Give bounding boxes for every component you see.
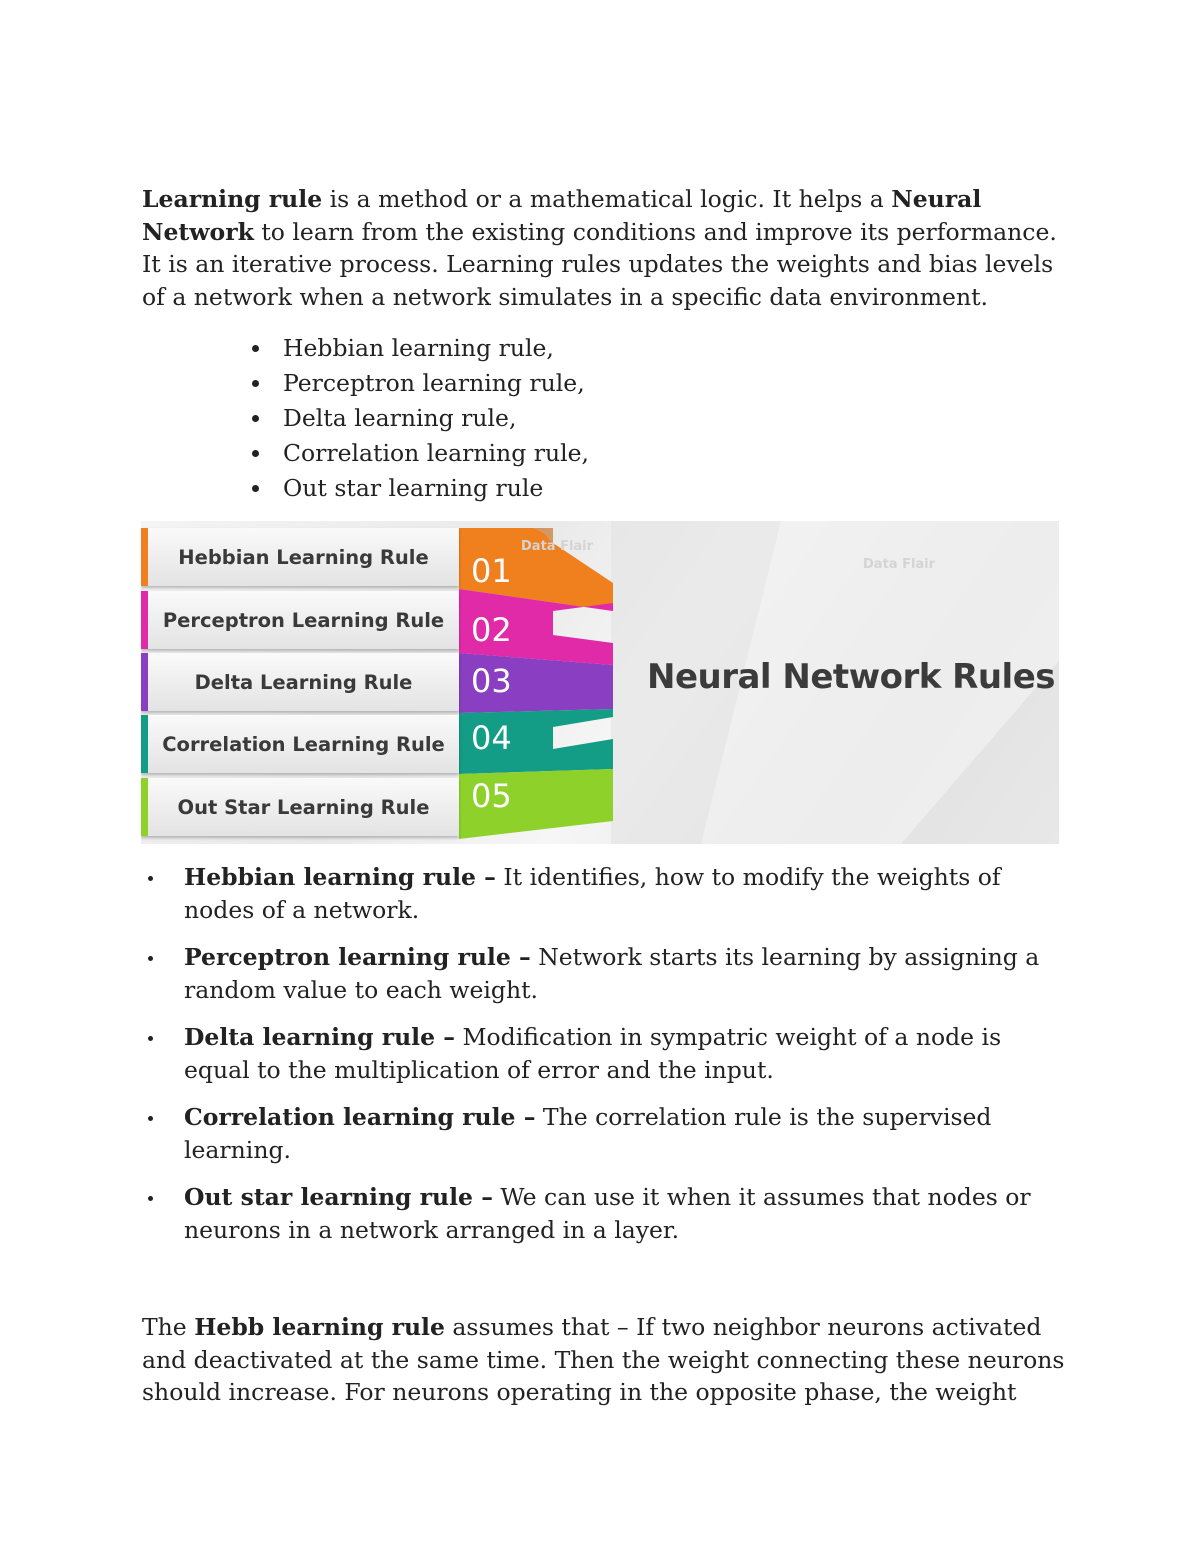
banner-title: Neural Network Rules (647, 657, 1056, 697)
hebb-paragraph (142, 1311, 1072, 1409)
card-label: Correlation Learning Rule (162, 732, 445, 756)
neural-network-rules-banner (141, 521, 1059, 844)
list-item (142, 1021, 1062, 1086)
list-item: Delta learning rule, (240, 401, 589, 436)
card-label: Out Star Learning Rule (177, 795, 430, 819)
list-item (142, 941, 1062, 1006)
list-item (142, 861, 1062, 926)
intro-paragraph (142, 183, 1072, 313)
card-label: Hebbian Learning Rule (178, 545, 429, 569)
list-item: Correlation learning rule, (240, 436, 589, 471)
rule-card-perceptron (141, 591, 459, 649)
intro-term-neural-network: Neural Network (142, 185, 982, 246)
detail-term: Hebbian learning rule – (184, 863, 496, 891)
card-stripe (141, 653, 148, 711)
detail-term: Correlation learning rule – (184, 1103, 536, 1131)
rule-card-correlation (141, 715, 459, 773)
detail-term: Perceptron learning rule – (184, 943, 531, 971)
detail-text: The correlation rule is the supervised learning. (184, 1103, 992, 1164)
intro-term-learning-rule: Learning rule (142, 185, 323, 213)
detail-text: Network starts its learning by assigning a random value to each weight. (184, 943, 1040, 1004)
watermark-logo: Data Flair (521, 539, 594, 554)
rule-number-03: 03 (471, 662, 512, 700)
rule-number-01: 01 (471, 552, 512, 590)
detail-text: It identifies, how to modify the weights of nodes of a network. (184, 863, 1001, 924)
card-label: Perceptron Learning Rule (162, 608, 445, 632)
detail-text: We can use it when it assumes that nodes or neurons in a network arranged in a layer. (184, 1183, 1031, 1244)
detail-term: Delta learning rule – (184, 1023, 455, 1051)
list-item (142, 1101, 1062, 1166)
rule-number-02: 02 (471, 611, 512, 649)
list-item (142, 1181, 1062, 1246)
watermark-logo: Data Flair (863, 557, 936, 572)
card-stripe (141, 591, 148, 649)
hebb-text-2: assumes that – If two neighbor neurons activated and deactivated at the same time. Then the weight connecting these neurons should increase. For neurons operating in the opposite phase, the weight (142, 1313, 1065, 1406)
list-item: Hebbian learning rule, (240, 331, 589, 366)
rules-bullet-list (240, 331, 589, 506)
list-item: Perceptron learning rule, (240, 366, 589, 401)
rule-number-05: 05 (471, 777, 512, 815)
card-stripe (141, 715, 148, 773)
hebb-text-1: The (142, 1313, 195, 1341)
intro-text-2: to learn from the existing conditions and improve its performance. It is an iterative process. Learning rules updates the weights and bias levels of a network when a network simulates in a specific data environment. (142, 217, 1057, 311)
rule-card-delta (141, 653, 459, 711)
list-item: Out star learning rule (240, 471, 589, 506)
intro-text-1: is a method or a mathematical logic. It helps a (322, 185, 892, 213)
detail-term: Out star learning rule – (184, 1183, 493, 1211)
hebb-term: Hebb learning rule (194, 1313, 445, 1341)
detail-text: Modification in sympatric weight of a node is equal to the multiplication of error and the input. (184, 1023, 1002, 1084)
card-label: Delta Learning Rule (194, 670, 413, 694)
rule-details-list (142, 861, 1062, 1261)
card-stripe (141, 528, 148, 586)
rule-number-04: 04 (471, 719, 512, 757)
rule-card-hebbian (141, 528, 459, 586)
rule-card-out-star (141, 778, 459, 836)
card-stripe (141, 778, 148, 836)
